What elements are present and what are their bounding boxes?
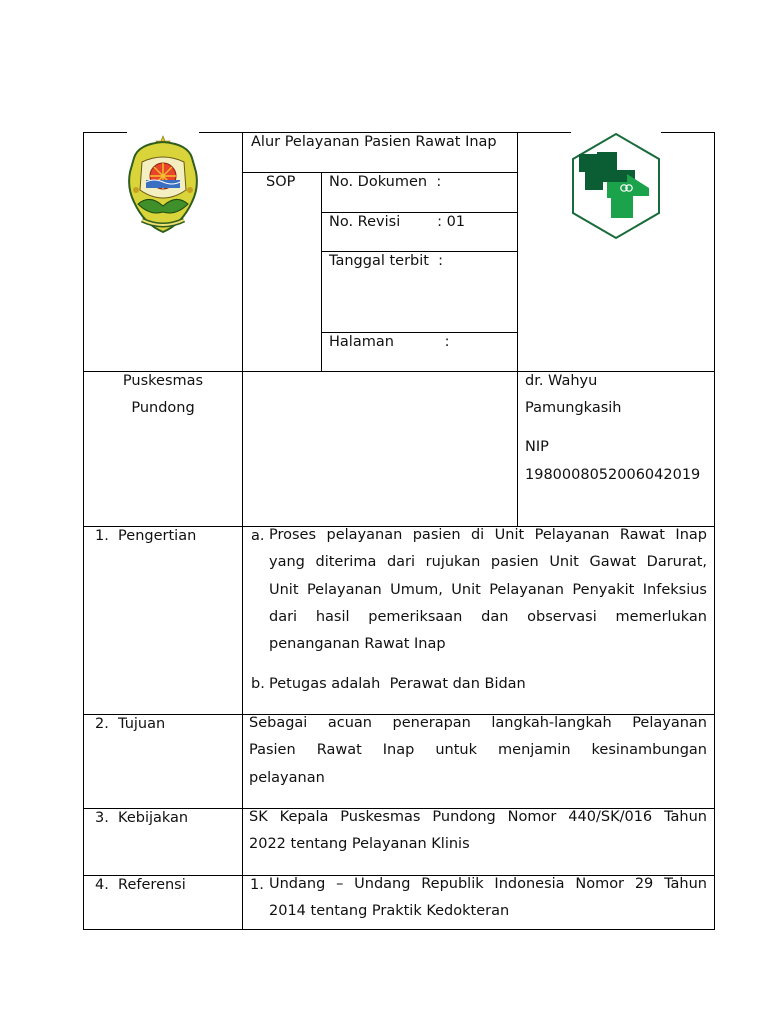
puskesmas-name: Pundong — [131, 400, 195, 416]
text-line: penanganan Rawat Inap — [269, 636, 446, 653]
text-line: Pasien Rawat Inap untuk menjamin kesinambungan — [249, 742, 707, 759]
pengertian-item-b: Petugas adalah Perawat dan Bidan — [269, 676, 526, 692]
table-right-border — [714, 132, 715, 930]
signer-name: Pamungkasih — [525, 400, 622, 416]
section-label-referensi: 4. Referensi — [95, 877, 186, 893]
text-line: dari hasil pemeriksaan dan observasi memerlukan — [269, 608, 707, 625]
table-top-border — [661, 132, 715, 133]
section-label-tujuan: 2. Tujuan — [95, 716, 166, 732]
pengertian-item-a — [269, 522, 707, 658]
document-title: Alur Pelayanan Pasien Rawat Inap — [251, 134, 497, 150]
column-divider — [321, 172, 322, 371]
table-top-border — [83, 132, 127, 133]
text-line: yang diterima dari rujukan pasien Unit Gawat Darurat, — [269, 554, 707, 571]
text-line: Undang – Undang Republik Indonesia Nomor 29 Tahun — [269, 876, 707, 892]
no-dokumen-label: No. Dokumen : — [329, 174, 442, 190]
column-divider — [242, 132, 243, 930]
text-line: 2022 tentang Pelayanan Klinis — [249, 836, 470, 853]
list-marker: b. — [251, 676, 265, 692]
section-label-kebijakan: 3. Kebijakan — [95, 810, 189, 826]
nip-value: 1980008052006042019 — [525, 467, 701, 483]
table-bottom-border — [83, 929, 715, 930]
halaman-label: Halaman : — [329, 334, 450, 350]
text-line: SK Kepala Puskesmas Pundong Nomor 440/SK/016 Tahun — [249, 809, 707, 825]
text-line: Unit Pelayanan Umum, Unit Pelayanan Penyakit Infeksius — [269, 581, 707, 598]
text-line: Sebagai acuan penerapan langkah-langkah Pelayanan — [249, 715, 707, 731]
kebijakan-text — [249, 804, 707, 859]
signer-name: dr. Wahyu — [525, 373, 598, 389]
table-left-border — [83, 132, 84, 930]
no-revisi-label: No. Revisi : 01 — [329, 214, 466, 230]
text-line: pelayanan — [249, 769, 325, 786]
puskesmas-logo — [569, 132, 663, 240]
tanggal-terbit-label: Tanggal terbit : — [329, 253, 444, 269]
column-divider — [517, 132, 518, 526]
nip-label: NIP — [525, 439, 549, 455]
text-line: 2014 tentang Praktik Kedokteran — [269, 903, 510, 920]
list-marker: a. — [251, 528, 265, 544]
sop-label: SOP — [266, 174, 296, 190]
list-marker: 1. — [250, 877, 264, 893]
puskesmas-name: Puskesmas — [122, 373, 204, 389]
tujuan-text — [249, 710, 707, 792]
text-line: Proses pelayanan pasien di Unit Pelayanan Rawat Inap — [269, 527, 707, 543]
regency-emblem-logo — [124, 132, 202, 238]
referensi-item-1 — [269, 871, 707, 926]
section-label-pengertian: 1. Pengertian — [95, 528, 197, 544]
